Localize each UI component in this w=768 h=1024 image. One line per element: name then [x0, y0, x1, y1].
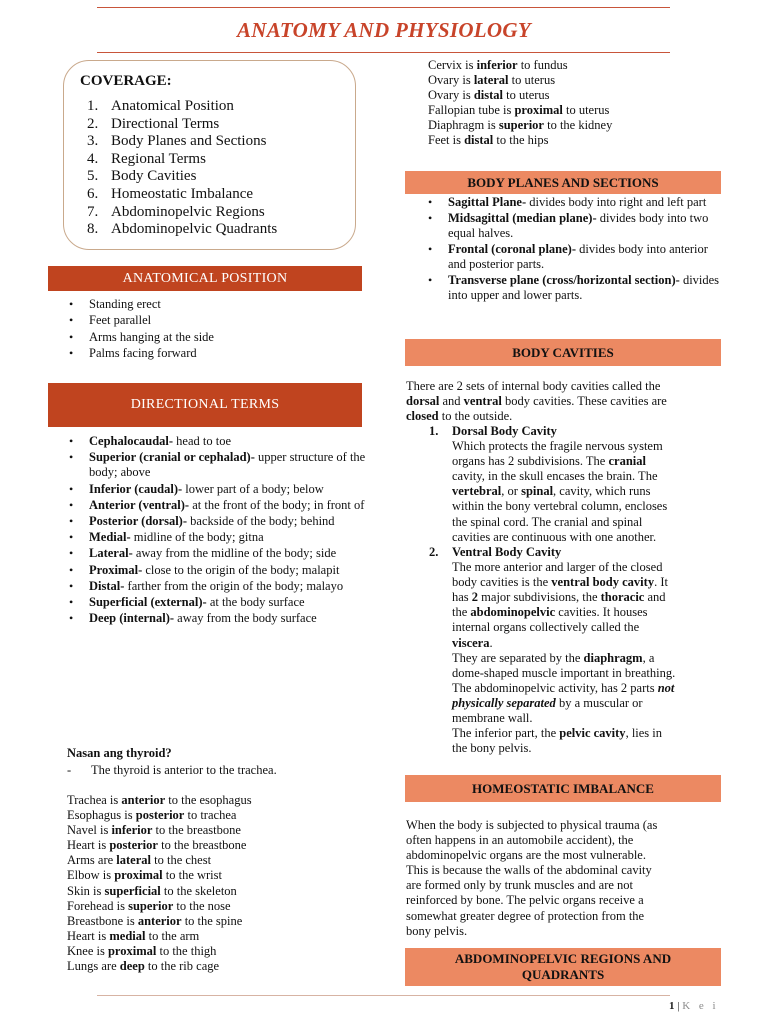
example-line [67, 959, 252, 974]
text-line [452, 741, 734, 756]
text-run: , cavity, which runs [553, 484, 651, 499]
example-object: to fundus [517, 58, 568, 72]
bold-term: abdominopelvic [470, 605, 556, 620]
top-rule [97, 7, 670, 8]
example-line [67, 929, 252, 944]
text-line [452, 560, 734, 575]
bold-term: thoracic [600, 590, 645, 605]
example-line [67, 838, 252, 853]
list-item [426, 273, 726, 304]
definition: divides into upper and lower parts. [448, 272, 720, 302]
example-object: to the esophagus [165, 793, 252, 807]
example-line [67, 899, 252, 914]
coverage-item-label: Regional Terms [111, 150, 206, 167]
example-line [428, 103, 612, 118]
example-term: inferior [111, 823, 153, 838]
coverage-item [87, 186, 277, 204]
term: Transverse plane (cross/horizontal section)- [448, 272, 680, 287]
example-object: to uterus [503, 88, 550, 103]
bold-term: viscera [452, 635, 490, 650]
text-run: The abdominopelvic activity, has 2 parts [452, 680, 658, 695]
text-run: There are 2 sets of internal body cavities called the [406, 379, 661, 393]
text-run: body cavities. These cavities are [501, 394, 667, 409]
body-planes-list [426, 195, 726, 304]
bold-term: closed [406, 409, 439, 424]
coverage-item-number: 4. [87, 150, 99, 167]
text-line: are formed only by trunk muscles and are not [406, 878, 634, 893]
example-line [67, 868, 252, 883]
bold-term: dorsal [406, 394, 440, 409]
text-run: the [452, 605, 471, 620]
definition: divides body into anterior and posterior parts. [448, 241, 708, 271]
bold-term: spinal [521, 484, 554, 499]
text-run: the spinal cord. The cranial and spinal [452, 514, 643, 529]
example-object: to the rib cage [144, 959, 220, 974]
text-line [452, 681, 734, 696]
example-term: distal [464, 133, 494, 148]
term: Medial- [89, 530, 131, 545]
coverage-item-number: 7. [87, 203, 99, 220]
example-subject: Ovary is [428, 73, 474, 88]
term: Sagittal Plane- [448, 195, 527, 209]
definition: upper structure of the body; above [89, 450, 366, 480]
homeostatic-text [406, 818, 657, 939]
definition: divides body into right and left part [526, 195, 707, 209]
term: Superior (cranial or cephalad)- [89, 450, 255, 465]
body-cavities-intro [406, 379, 667, 424]
example-object: to the kidney [543, 118, 613, 133]
coverage-item-number: 8. [87, 221, 99, 238]
emphasis: physically separated [452, 695, 556, 710]
text-run: major subdivisions, the [478, 590, 601, 605]
example-object: to uterus [508, 73, 556, 88]
text-line: abdominopelvic organs are the most vulnerable. [406, 848, 646, 863]
example-term: anterior [137, 913, 182, 928]
example-subject: Navel is [67, 823, 112, 838]
abdominopelvic-heading-line2: QUADRANTS [521, 966, 605, 982]
text-line [452, 454, 734, 469]
text-line [452, 605, 734, 620]
coverage-item [87, 116, 277, 134]
example-object: to the wrist [162, 868, 222, 883]
list-item [67, 450, 367, 480]
text-line: bony pelvis. [406, 923, 468, 938]
coverage-item-label: Abdominopelvic Quadrants [111, 221, 278, 238]
text-run: , or [501, 484, 522, 499]
example-subject: Breastbone is [67, 913, 138, 928]
text-line [452, 499, 734, 514]
page-number: 1 [669, 1000, 675, 1012]
definition: close to the origin of the body; malapit [142, 562, 340, 577]
example-object: to the spine [181, 913, 243, 928]
example-term: medial [109, 928, 146, 943]
coverage-box [63, 60, 356, 250]
example-term: proximal [107, 943, 157, 958]
text-run: and [439, 394, 464, 409]
term: Deep (internal)- [89, 611, 175, 626]
list-item: • Feet parallel [67, 312, 214, 328]
example-term: superior [128, 898, 174, 913]
definition: midline of the body; gitna [130, 530, 264, 545]
coverage-item-number: 6. [87, 185, 99, 202]
coverage-item-label: Abdominopelvic Regions [111, 203, 265, 220]
anatomical-position-heading: ANATOMICAL POSITION [48, 266, 362, 291]
coverage-heading: COVERAGE: [80, 73, 172, 89]
text-line: This is because the walls of the abdominal cavity [406, 863, 652, 878]
text-run: to the outside. [438, 409, 513, 424]
text-line [406, 379, 667, 394]
body-planes-heading: BODY PLANES AND SECTIONS [405, 171, 721, 194]
example-term: proximal [514, 103, 563, 118]
footer-author: K e i [682, 1000, 719, 1012]
text-line [452, 696, 734, 711]
bold-term: ventral [463, 394, 502, 409]
definition: head to toe [173, 434, 232, 448]
dorsal-number: 1. [429, 424, 439, 438]
text-line [452, 620, 734, 635]
abdominopelvic-heading-line1: ABDOMINOPELVIC REGIONS AND [454, 951, 672, 966]
title-rule [97, 52, 670, 53]
example-term: posterior [135, 808, 185, 823]
text-line [452, 651, 734, 666]
example-subject: Skin is [67, 883, 105, 898]
cavity-title: Dorsal Body Cavity [452, 424, 557, 438]
text-run: cavities are continuous with one another. [452, 529, 657, 544]
definition: away from the body surface [174, 611, 317, 626]
example-subject: Lungs are [67, 959, 120, 974]
text-run: , a [642, 650, 655, 665]
example-object: to the chest [151, 853, 212, 868]
text-line: When the body is subjected to physical trauma (as [406, 818, 658, 832]
text-run: They are separated by the [452, 650, 584, 665]
text-line: reinforced by bone. The pelvic organs receive a [406, 893, 644, 908]
definition: farther from the origin of the body; malayo [124, 578, 344, 593]
list-item [426, 195, 726, 211]
text-run: by a muscular or [555, 695, 643, 710]
example-line [67, 853, 252, 868]
term: Proximal- [89, 562, 143, 577]
term: Posterior (dorsal)- [89, 514, 188, 529]
homeostatic-heading: HOMEOSTATIC IMBALANCE [405, 775, 721, 802]
example-line [428, 118, 612, 133]
thyroid-question: Nasan ang thyroid? [67, 746, 172, 760]
page-title: ANATOMY AND PHYSIOLOGY [236, 18, 531, 42]
example-term: posterior [109, 838, 158, 853]
text-line [406, 409, 667, 424]
text-run: membrane wall. [452, 711, 533, 726]
coverage-item-number: 2. [87, 115, 99, 132]
coverage-item-number: 5. [87, 168, 99, 185]
example-object: to the skeleton [160, 883, 237, 898]
text-line [452, 530, 734, 545]
coverage-item-number: 3. [87, 133, 99, 150]
example-line [428, 88, 612, 103]
text-line [452, 666, 734, 681]
text-run: cavity, in the skull encases the brain. The [452, 469, 658, 484]
bold-term: ventral body cavity [551, 575, 655, 590]
example-subject: Knee is [67, 943, 108, 958]
definition: divides body into two equal halves. [448, 210, 709, 240]
example-line [67, 808, 252, 823]
list-item [67, 563, 367, 578]
example-term: anterior [121, 793, 166, 807]
coverage-item-label: Homeostatic Imbalance [111, 185, 254, 202]
term: Cephalocaudal- [89, 434, 174, 448]
coverage-item-label: Directional Terms [111, 115, 220, 132]
list-item: • Standing erect [67, 296, 214, 312]
example-term: distal [473, 88, 504, 103]
example-subject: Heart is [67, 838, 110, 853]
coverage-item [87, 133, 277, 151]
text-run: Which protects the fragile nervous system [452, 439, 663, 454]
example-subject: Heart is [67, 928, 110, 943]
text-line [452, 439, 734, 454]
text-run: dome-shaped muscle important in breathing. [452, 665, 676, 680]
example-line [67, 793, 252, 808]
footer-separator: | [674, 1000, 683, 1012]
footer-rule [97, 995, 670, 996]
list-item: • Arms hanging at the side [67, 329, 214, 345]
text-run: body cavities is the [452, 575, 552, 590]
example-subject: Elbow is [67, 868, 115, 883]
text-line [452, 469, 734, 484]
bold-term: cranial [608, 454, 646, 469]
anatomical-position-list [67, 296, 214, 361]
ventral-number: 2. [429, 545, 439, 559]
example-term: deep [119, 959, 145, 974]
text-run: . It [654, 575, 668, 590]
page-footer [669, 1000, 719, 1012]
example-term: proximal [114, 868, 163, 883]
example-line [67, 944, 252, 959]
term: Frontal (coronal plane)- [448, 241, 577, 256]
directional-terms-list [67, 434, 367, 627]
text-line [452, 711, 734, 726]
term: Lateral- [89, 546, 133, 561]
example-line [67, 884, 252, 899]
list-item [67, 498, 367, 513]
term: Anterior (ventral)- [89, 497, 190, 512]
coverage-item-label: Body Cavities [111, 168, 197, 185]
text-line [452, 484, 734, 499]
example-subject: Forehead is [67, 898, 129, 913]
example-object: to the breastbone [157, 838, 247, 853]
term: Superficial (external)- [89, 595, 207, 610]
definition: backside of the body; behind [187, 514, 335, 529]
example-term: superficial [104, 883, 161, 898]
list-item [67, 434, 367, 449]
example-line [67, 914, 252, 929]
example-subject: Diaphragm is [428, 118, 499, 133]
example-subject: Esophagus is [67, 808, 136, 823]
text-run: organs has 2 subdivisions. The [452, 454, 609, 469]
body-cavities-heading: BODY CAVITIES [405, 339, 721, 366]
example-line [67, 823, 252, 838]
directional-terms-heading: DIRECTIONAL TERMS [48, 383, 362, 427]
text-line [452, 726, 734, 741]
coverage-item-label: Anatomical Position [111, 98, 234, 114]
list-item [67, 514, 367, 529]
list-item [426, 211, 726, 242]
list-item [67, 482, 367, 497]
text-line: somewhat greater degree of protection from the [406, 908, 645, 923]
bold-term: diaphragm [583, 650, 643, 665]
cavity-title: Ventral Body Cavity [452, 545, 562, 559]
coverage-item [87, 98, 277, 116]
text-line [452, 515, 734, 530]
thyroid-dash: - [67, 763, 72, 777]
ventral-cavity-text [452, 545, 734, 756]
thyroid-answer: The thyroid is anterior to the trachea. [91, 763, 277, 777]
bold-term: vertebral [452, 484, 502, 499]
definition: at the front of the body; in front of [189, 497, 365, 512]
text-run: cavities. It houses [555, 605, 648, 620]
example-subject: Fallopian tube is [428, 103, 515, 118]
example-line [428, 73, 612, 88]
abdominopelvic-heading [405, 948, 721, 986]
list-item: • Palms facing forward [67, 345, 214, 361]
list-item [67, 530, 367, 545]
term: Inferior (caudal)- [89, 481, 183, 496]
text-run: The inferior part, the [452, 726, 560, 741]
text-line [406, 394, 667, 409]
example-term: superior [498, 118, 544, 133]
example-object: to the nose [173, 898, 231, 913]
example-term: lateral [473, 73, 509, 88]
example-subject: Cervix is [428, 58, 477, 72]
text-run: the bony pelvis. [452, 741, 532, 756]
example-line [428, 58, 612, 73]
coverage-item [87, 221, 277, 239]
emphasis: not [657, 680, 675, 695]
coverage-item-label: Body Planes and Sections [111, 133, 267, 150]
directional-examples [67, 793, 252, 974]
coverage-item [87, 168, 277, 186]
coverage-item-number: 1. [87, 98, 99, 114]
list-item [67, 546, 367, 561]
example-object: to the arm [145, 928, 200, 943]
text-line [452, 575, 734, 590]
text-run: . [489, 635, 493, 650]
example-object: to trachea [184, 808, 237, 823]
text-run: within the bony vertebral column, encloses [452, 499, 668, 514]
bold-term: 2 [471, 590, 479, 605]
example-object: to the hips [493, 133, 549, 148]
example-subject: Arms are [67, 853, 117, 868]
example-subject: Ovary is [428, 88, 474, 103]
dorsal-cavity-text [452, 424, 734, 545]
coverage-item [87, 151, 277, 169]
example-object: to the breastbone [152, 823, 241, 838]
list-item [67, 611, 367, 626]
directional-examples-continued [428, 58, 612, 149]
text-run: and [644, 590, 666, 605]
definition: lower part of a body; below [182, 481, 324, 496]
text-line: often happens in an automobile accident), the [406, 833, 634, 848]
text-run: The more anterior and larger of the closed [452, 560, 663, 575]
text-run: has [452, 590, 472, 605]
example-term: lateral [116, 853, 152, 868]
text-line [452, 590, 734, 605]
bold-term: pelvic cavity [559, 726, 626, 741]
example-line [428, 133, 612, 148]
term: Midsagittal (median plane)- [448, 210, 597, 225]
definition: at the body surface [206, 595, 305, 610]
example-subject: Trachea is [67, 793, 122, 807]
list-item [67, 595, 367, 610]
coverage-list [87, 98, 277, 239]
text-run: , lies in [625, 726, 663, 741]
text-run: internal organs collectively called the [452, 620, 640, 635]
example-object: to the thigh [156, 943, 217, 958]
list-item [67, 579, 367, 594]
example-subject: Feet is [428, 133, 465, 148]
text-line [452, 636, 734, 651]
list-item [426, 242, 726, 273]
term: Distal- [89, 578, 125, 593]
example-object: to uterus [562, 103, 610, 118]
definition: away from the midline of the body; side [132, 546, 337, 561]
example-term: inferior [476, 58, 518, 72]
coverage-item [87, 204, 277, 222]
